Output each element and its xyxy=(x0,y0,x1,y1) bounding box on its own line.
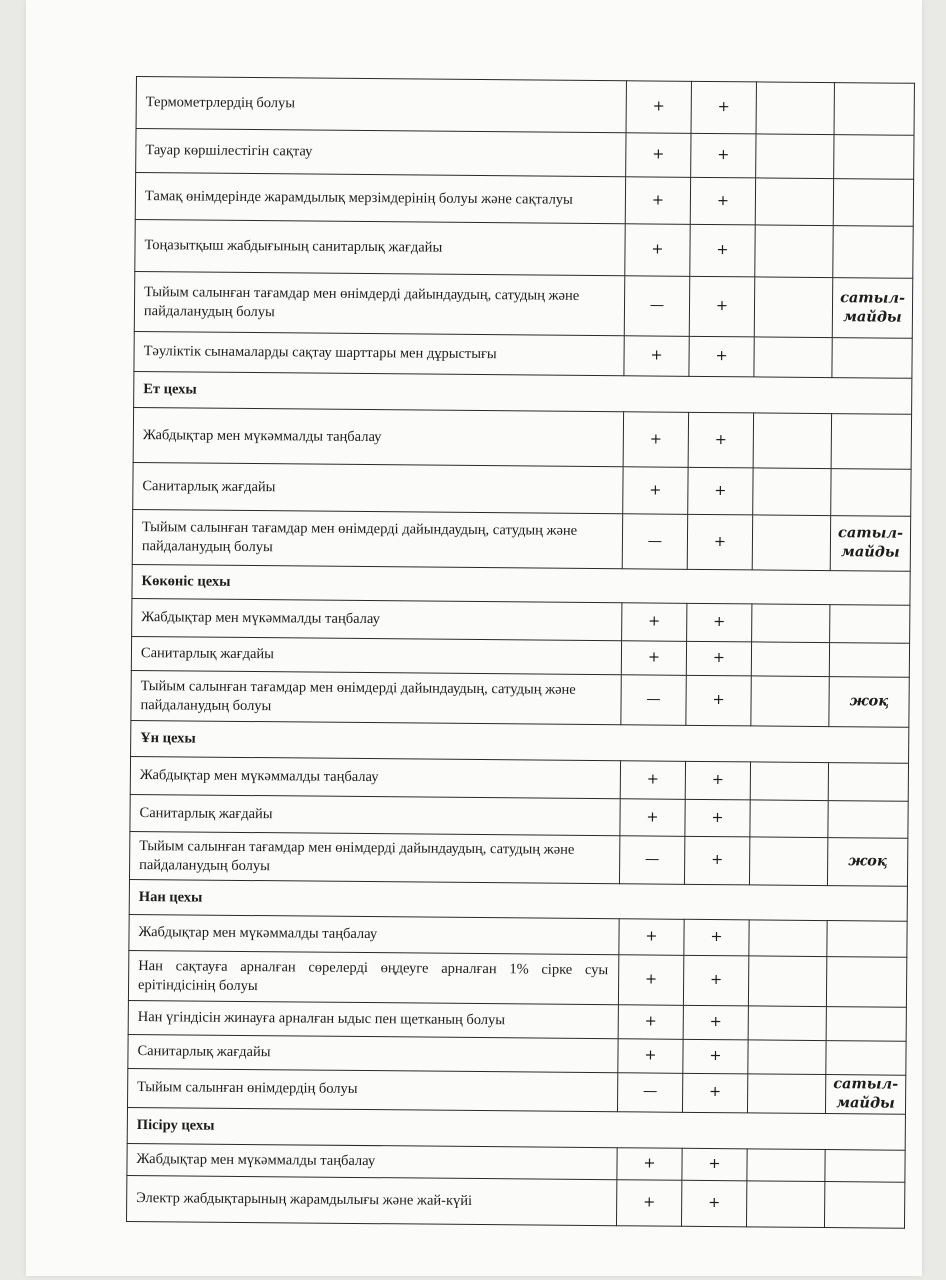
criterion-cell: Тоңазытқыш жабдығының санитарлық жағдайы xyxy=(135,219,625,275)
empty-cell xyxy=(754,337,832,378)
empty-cell xyxy=(755,178,833,226)
note-cell xyxy=(830,605,910,644)
mark-cell: + xyxy=(689,336,754,377)
criterion-cell: Жабдықтар мен мүкәммалды таңбалау xyxy=(133,407,623,466)
mark-cell: + xyxy=(618,955,683,1006)
criterion-cell: Электр жабдықтарының жарамдылығы және жай-күйі xyxy=(127,1175,617,1225)
note-cell xyxy=(828,763,908,802)
mark-cell: + xyxy=(620,799,685,837)
mark-cell: + xyxy=(619,919,684,956)
empty-cell xyxy=(753,413,831,469)
empty-cell xyxy=(753,468,831,516)
note-cell: жоқ xyxy=(827,838,907,887)
mark-cell: + xyxy=(625,224,690,277)
note-cell xyxy=(826,1007,906,1042)
mark-cell: + xyxy=(622,603,687,642)
table-row xyxy=(133,407,911,469)
mark-cell: — xyxy=(624,276,690,337)
mark-cell: + xyxy=(687,603,752,642)
table-row xyxy=(134,271,912,338)
table-row xyxy=(131,670,909,727)
empty-cell xyxy=(748,1040,826,1075)
criterion-cell: Жабдықтар мен мүкәммалды таңбалау xyxy=(129,914,619,954)
note-cell: сатыл-майды xyxy=(832,278,913,339)
table-row xyxy=(133,462,911,516)
mark-cell: + xyxy=(623,412,688,468)
mark-cell: — xyxy=(621,675,686,726)
mark-cell: + xyxy=(618,1039,683,1074)
mark-cell: + xyxy=(683,955,748,1006)
note-cell: сатыл-майды xyxy=(825,1075,905,1114)
mark-cell: + xyxy=(691,133,756,178)
mark-cell: — xyxy=(619,836,684,885)
mark-cell: + xyxy=(685,799,750,837)
empty-cell xyxy=(751,676,829,727)
mark-cell: + xyxy=(687,514,752,570)
note-cell xyxy=(834,135,914,180)
criterion-cell: Санитарлық жағдайы xyxy=(133,462,623,513)
mark-cell: + xyxy=(618,1005,683,1040)
criterion-cell: Тыйым салынған тағамдар мен өнімдерді дайындаудың, сатудың және пайдаланудың болуы xyxy=(134,271,625,335)
empty-cell xyxy=(746,1181,824,1228)
criterion-cell: Тәуліктік сынамаларды сақтау шарттары мен дұрыстығы xyxy=(134,331,624,375)
note-cell xyxy=(831,414,911,470)
mark-cell: + xyxy=(690,177,755,225)
table-row xyxy=(134,331,912,378)
empty-cell xyxy=(751,642,829,677)
document-page xyxy=(26,0,922,1276)
mark-cell: + xyxy=(688,412,753,468)
criterion-cell: Нан сақтауға арналған сөрелерді өңдеуге арналған 1% сірке суы ерітіндісінің болуы xyxy=(128,950,618,1004)
note-cell xyxy=(831,469,911,517)
note-cell xyxy=(825,1149,905,1182)
table-row xyxy=(128,950,906,1007)
criterion-cell: Нан үгіндісін жинауға арналған ыдыс пен щетканың болуы xyxy=(128,1000,618,1038)
table-row xyxy=(135,173,913,227)
empty-cell xyxy=(750,762,828,801)
note-cell xyxy=(826,957,906,1008)
section-title: Пісіру цехы xyxy=(127,1107,905,1150)
criterion-cell: Тыйым салынған тағамдар мен өнімдерді дайындаудың, сатудың және пайдаланудың болуы xyxy=(131,670,621,724)
criterion-cell: Санитарлық жағдайы xyxy=(130,794,620,835)
section-title: Ет цехы xyxy=(134,371,912,414)
mark-cell: + xyxy=(689,276,755,337)
table-row xyxy=(128,1068,906,1113)
criterion-cell: Тыйым салынған өнімдердің болуы xyxy=(128,1068,618,1111)
mark-cell: — xyxy=(617,1073,682,1112)
empty-cell xyxy=(756,134,834,179)
note-cell xyxy=(824,1181,904,1228)
note-cell xyxy=(834,83,914,136)
empty-cell xyxy=(749,920,827,957)
mark-cell: + xyxy=(623,467,688,515)
mark-cell: + xyxy=(686,641,751,676)
mark-cell: + xyxy=(683,1039,748,1074)
criterion-cell: Санитарлық жағдайы xyxy=(131,636,621,674)
criterion-cell: Тамақ өнімдерінде жарамдылық мерзімдерінің болуы және сақталуы xyxy=(135,173,625,224)
empty-cell xyxy=(748,1006,826,1041)
mark-cell: + xyxy=(682,1148,747,1181)
criterion-cell: Термометрлердің болуы xyxy=(136,77,626,133)
mark-cell: + xyxy=(617,1147,682,1180)
table-row xyxy=(136,77,914,136)
mark-cell: + xyxy=(624,336,689,377)
note-cell xyxy=(827,921,907,958)
mark-cell: + xyxy=(684,919,749,956)
empty-cell xyxy=(748,956,826,1007)
note-cell xyxy=(833,179,913,227)
table-row xyxy=(135,219,913,278)
empty-cell xyxy=(754,277,833,338)
note-cell: жоқ xyxy=(829,677,909,728)
mark-cell: + xyxy=(686,675,751,726)
table-row xyxy=(127,1175,905,1228)
note-cell xyxy=(833,226,913,279)
mark-cell: + xyxy=(682,1073,747,1112)
empty-cell xyxy=(756,82,834,135)
mark-cell: + xyxy=(691,81,756,134)
mark-cell: + xyxy=(620,761,685,800)
table-row xyxy=(132,509,910,571)
mark-cell: + xyxy=(625,177,690,225)
mark-cell: + xyxy=(690,224,755,277)
criterion-cell: Тыйым салынған тағамдар мен өнімдерді дайындаудың, сатудың және пайдаланудың болуы xyxy=(129,831,619,883)
mark-cell: + xyxy=(684,836,749,885)
section-title: Ұн цехы xyxy=(131,720,909,763)
criterion-cell: Санитарлық жағдайы xyxy=(128,1034,618,1072)
empty-cell xyxy=(749,837,827,886)
mark-cell: + xyxy=(616,1179,681,1226)
mark-cell: + xyxy=(688,467,753,515)
note-cell: сатыл-майды xyxy=(830,516,910,572)
criterion-cell: Жабдықтар мен мүкәммалды таңбалау xyxy=(130,756,620,798)
empty-cell xyxy=(752,515,830,571)
table-row xyxy=(129,831,907,886)
note-cell xyxy=(826,1041,906,1076)
empty-cell xyxy=(755,225,833,278)
mark-cell: — xyxy=(622,514,687,570)
mark-cell: + xyxy=(626,133,691,178)
note-cell xyxy=(828,801,908,839)
note-cell xyxy=(829,643,909,678)
section-title: Нан цехы xyxy=(129,879,907,921)
criterion-cell: Жабдықтар мен мүкәммалды таңбалау xyxy=(127,1143,617,1179)
mark-cell: + xyxy=(626,81,691,134)
mark-cell: + xyxy=(681,1180,746,1227)
mark-cell: + xyxy=(683,1005,748,1040)
empty-cell xyxy=(750,800,828,838)
section-title: Көкөніс цехы xyxy=(132,564,910,605)
table-row xyxy=(136,129,914,180)
note-cell xyxy=(832,338,912,379)
empty-cell xyxy=(747,1074,825,1113)
criterion-cell: Тауар көршілестігін сақтау xyxy=(136,129,626,177)
inspection-checklist-table xyxy=(126,76,915,1228)
mark-cell: + xyxy=(685,761,750,800)
mark-cell: + xyxy=(621,641,686,676)
empty-cell xyxy=(747,1149,825,1182)
criterion-cell: Тыйым салынған тағамдар мен өнімдерді дайындаудың, сатудың және пайдаланудың болуы xyxy=(132,509,622,568)
criterion-cell: Жабдықтар мен мүкәммалды таңбалау xyxy=(132,598,622,640)
empty-cell xyxy=(752,604,830,643)
